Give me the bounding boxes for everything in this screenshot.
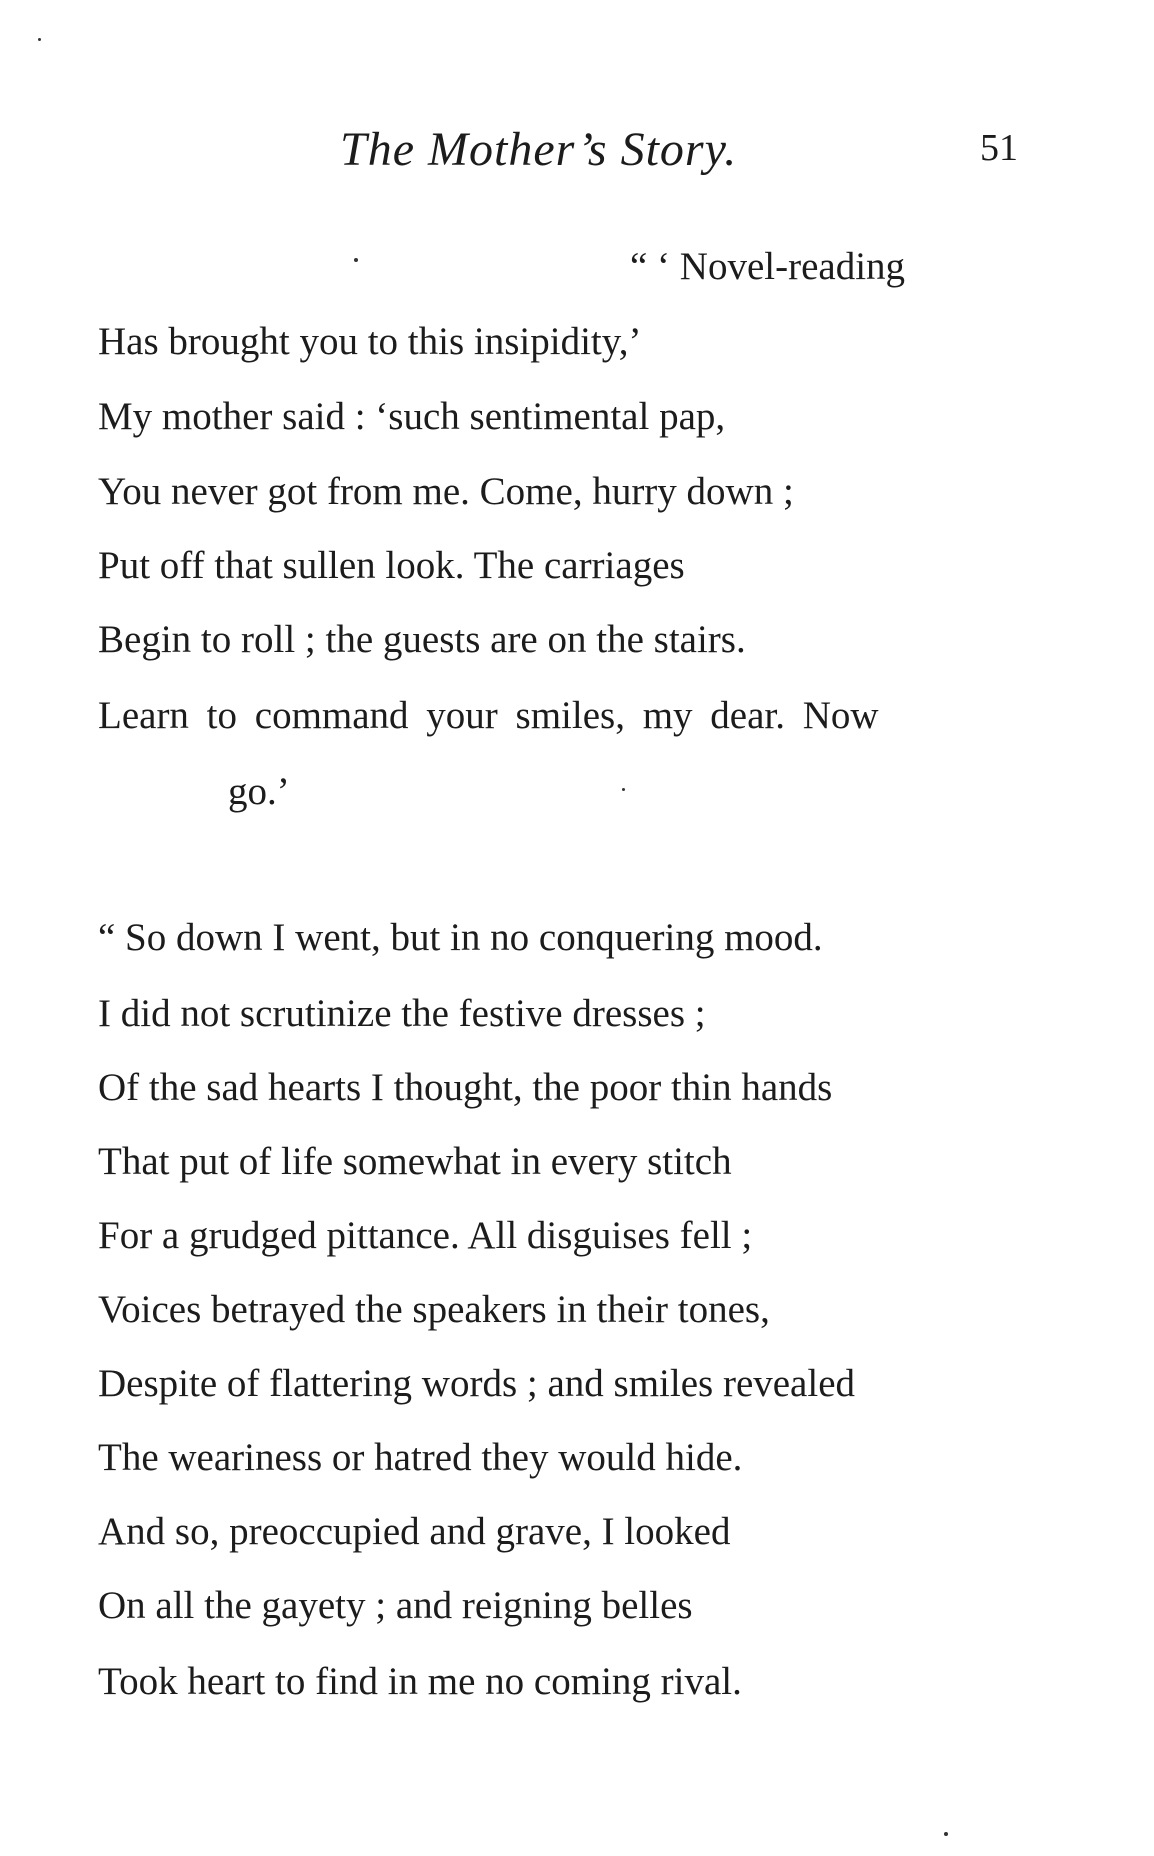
verse-line: For a grudged pittance. All disguises fell ; (98, 1214, 753, 1257)
verse-line: My mother said : ‘such sentimental pap, (98, 395, 726, 438)
verse-line: “ So down I went, but in no conquering mood. (98, 916, 823, 959)
verse-line: Learn to command your smiles, my dear. Now (98, 694, 879, 737)
verse-line: “ ‘ Novel-reading (630, 245, 906, 288)
verse-line: Took heart to find in me no coming rival. (98, 1660, 742, 1703)
verse-line: go.’ (228, 770, 290, 813)
verse-line: And so, preoccupied and grave, I looked (98, 1510, 731, 1553)
verse-line: The weariness or hatred they would hide. (98, 1436, 743, 1479)
verse-line: Despite of flattering words ; and smiles revealed (98, 1362, 856, 1405)
verse-line: Put off that sullen look. The carriages (98, 544, 685, 587)
print-speck (354, 258, 358, 262)
verse-line: You never got from me. Come, hurry down ; (98, 470, 794, 513)
verse-line: Has brought you to this insipidity,’ (98, 320, 642, 363)
print-speck (38, 38, 41, 41)
verse-line: That put of life somewhat in every stitch (98, 1140, 732, 1183)
page-number: 51 (980, 127, 1018, 169)
running-head (0, 122, 1154, 182)
running-title: The Mother’s Story. (340, 123, 738, 176)
verse-line: Begin to roll ; the guests are on the stairs. (98, 618, 746, 661)
verse-line: On all the gayety ; and reigning belles (98, 1584, 693, 1627)
print-speck (622, 788, 625, 791)
print-speck (944, 1832, 948, 1836)
verse-line: Voices betrayed the speakers in their tones, (98, 1288, 770, 1331)
verse-line: I did not scrutinize the festive dresses ; (98, 992, 706, 1035)
verse-line: Of the sad hearts I thought, the poor thin hands (98, 1066, 833, 1109)
